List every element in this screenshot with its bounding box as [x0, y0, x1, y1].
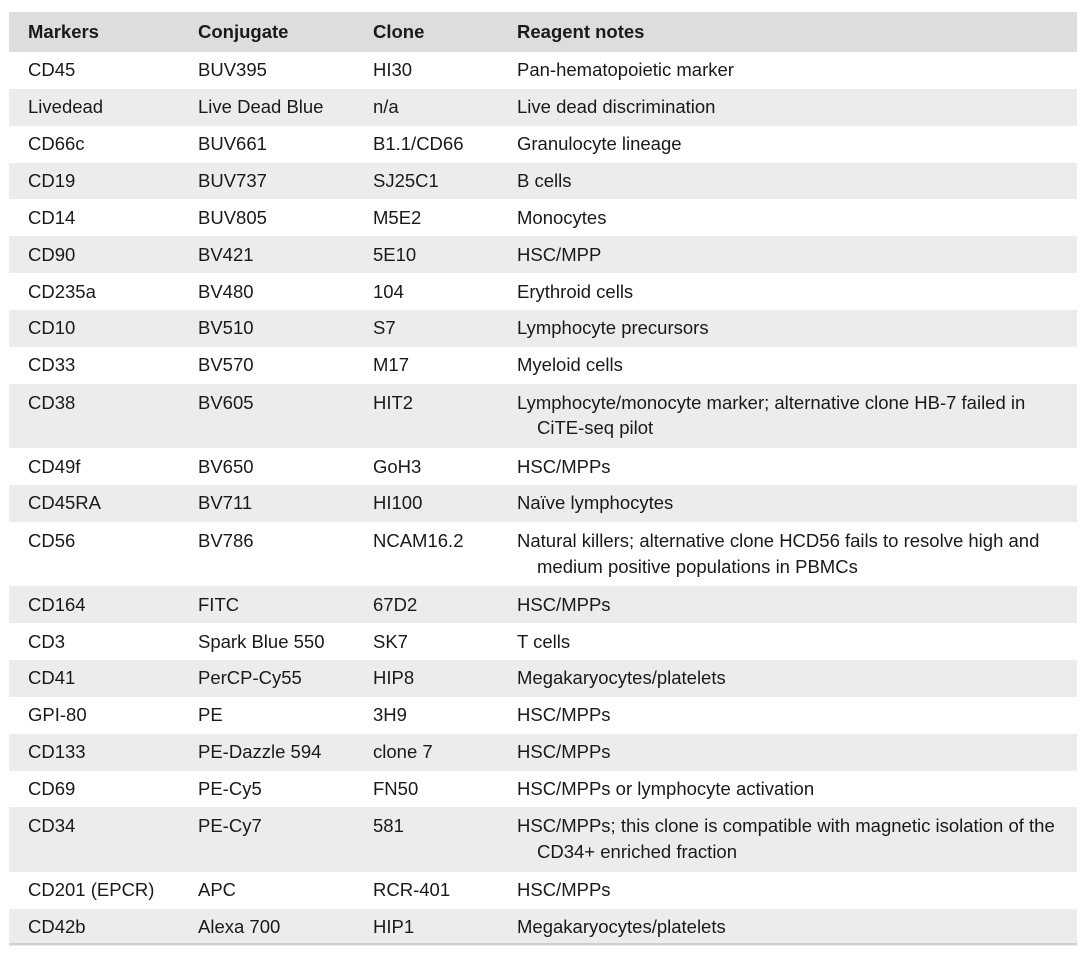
marker-cell: CD14: [28, 206, 76, 228]
conjugate-cell: PerCP-Cy55: [198, 667, 302, 689]
notes-cell: [498, 163, 1077, 200]
notes-text: HSC/MPPs: [517, 741, 611, 763]
table-row: [9, 310, 1077, 347]
notes-text: HSC/MPPs or lymphocyte activation: [517, 777, 815, 799]
table-row: [9, 273, 1077, 310]
conjugate-cell: Live Dead Blue: [198, 96, 324, 118]
header-conjugate: Conjugate: [198, 21, 289, 42]
table-row: [9, 199, 1077, 236]
conjugate-cell: BV711: [198, 492, 253, 514]
conjugate-cell: BUV395: [198, 59, 267, 81]
marker-cell: GPI-80: [28, 704, 87, 726]
conjugate-cell: FITC: [198, 593, 240, 615]
notes-text: HSC/MPPs: [517, 704, 611, 726]
notes-text: B cells: [517, 170, 572, 191]
conjugate-cell: BV421: [198, 243, 254, 265]
marker-cell: CD41: [28, 667, 76, 689]
notes-text: Megakaryocytes/platelets: [517, 667, 726, 689]
marker-cell: CD38: [28, 391, 76, 413]
header-clone: Clone: [373, 21, 425, 42]
marker-cell: CD42b: [28, 916, 86, 938]
notes-text: Lymphocyte/monocyte marker; alternative clone HB-7 failed in CiTE-seq pilot: [517, 391, 1026, 439]
clone-cell: 104: [373, 280, 404, 302]
table-row: [9, 52, 1077, 89]
notes-text: Erythroid cells: [517, 280, 634, 302]
marker-cell: CD3: [28, 630, 66, 652]
notes-cell: [498, 734, 1077, 771]
clone-cell: clone 7: [373, 741, 433, 763]
notes-cell: [498, 522, 1077, 587]
notes-text: Monocytes: [517, 206, 607, 228]
table-body: [9, 52, 1077, 946]
table-row: [9, 660, 1077, 697]
notes-text: HSC/MPPs: [517, 593, 611, 615]
notes-cell: [498, 771, 1077, 808]
marker-cell: CD164: [28, 593, 86, 615]
clone-cell: HI30: [373, 59, 413, 81]
marker-cell: CD10: [28, 317, 76, 339]
notes-cell: [498, 448, 1077, 485]
notes-cell: [498, 485, 1077, 522]
conjugate-cell: PE-Dazzle 594: [198, 741, 322, 763]
marker-cell: CD33: [28, 354, 76, 376]
reagent-table: [9, 12, 1077, 946]
marker-cell: CD90: [28, 243, 76, 265]
notes-cell: [498, 623, 1077, 660]
clone-cell: S7: [373, 317, 396, 339]
conjugate-cell: BV510: [198, 317, 254, 339]
conjugate-cell: BV605: [198, 391, 254, 413]
table-row: [9, 485, 1077, 522]
marker-cell: CD45RA: [28, 492, 101, 514]
clone-cell: HIP1: [373, 916, 415, 938]
clone-cell: 67D2: [373, 593, 418, 615]
conjugate-cell: PE: [198, 704, 223, 726]
notes-text: Myeloid cells: [517, 354, 623, 376]
clone-cell: FN50: [373, 777, 419, 799]
table-row: [9, 697, 1077, 734]
notes-text: Naïve lymphocytes: [517, 492, 674, 514]
header-markers: Markers: [28, 21, 99, 42]
notes-text: Megakaryocytes/platelets: [517, 916, 726, 938]
table-row: [9, 586, 1077, 623]
table-bottom-rule: [9, 943, 1077, 945]
notes-cell: [498, 52, 1077, 89]
marker-cell: CD56: [28, 529, 76, 551]
conjugate-cell: APC: [198, 879, 237, 901]
marker-cell: CD66c: [28, 133, 85, 155]
notes-cell: [498, 89, 1077, 126]
table-row: [9, 734, 1077, 771]
notes-cell: [498, 236, 1077, 273]
notes-text: T cells: [517, 630, 571, 652]
table-row: [9, 89, 1077, 126]
table-row: [9, 448, 1077, 485]
clone-cell: SK7: [373, 630, 408, 652]
notes-cell: [498, 384, 1077, 449]
conjugate-cell: BV480: [198, 280, 254, 302]
notes-cell: [498, 310, 1077, 347]
notes-text: Lymphocyte precursors: [517, 317, 709, 339]
conjugate-cell: BV570: [198, 354, 254, 376]
notes-cell: [498, 347, 1077, 384]
clone-cell: 5E10: [373, 243, 417, 265]
marker-cell: CD45: [28, 59, 76, 81]
table-row: [9, 384, 1077, 449]
notes-text: Pan-hematopoietic marker: [517, 59, 734, 81]
notes-cell: [498, 586, 1077, 623]
notes-text: HSC/MPPs: [517, 879, 611, 901]
notes-text: HSC/MPPs; this clone is compatible with magnetic isolation of the CD34+ enriched fraction: [517, 815, 1055, 863]
header-reagent-notes: Reagent notes: [517, 21, 645, 42]
marker-cell: CD201 (EPCR): [28, 879, 155, 901]
notes-text: Granulocyte lineage: [517, 133, 682, 155]
marker-cell: CD19: [28, 170, 76, 191]
clone-cell: M17: [373, 354, 409, 376]
notes-text: HSC/MPP: [517, 243, 602, 265]
clone-cell: HIP8: [373, 667, 415, 689]
conjugate-cell: BUV805: [198, 206, 267, 228]
notes-cell: [498, 807, 1077, 872]
header-row: [9, 12, 1077, 52]
clone-cell: B1.1/CD66: [373, 133, 464, 155]
table-row: [9, 126, 1077, 163]
clone-cell: 3H9: [373, 704, 407, 726]
conjugate-cell: Spark Blue 550: [198, 630, 325, 652]
notes-cell: [498, 872, 1077, 909]
conjugate-cell: Alexa 700: [198, 916, 281, 938]
table-row: [9, 163, 1077, 200]
conjugate-cell: PE-Cy5: [198, 777, 262, 799]
clone-cell: GoH3: [373, 455, 422, 477]
conjugate-cell: BUV737: [198, 170, 267, 191]
table-header: [9, 12, 1077, 52]
clone-cell: SJ25C1: [373, 170, 439, 191]
table-row: [9, 522, 1077, 587]
marker-cell: Livedead: [28, 96, 104, 118]
clone-cell: 581: [373, 815, 404, 837]
clone-cell: M5E2: [373, 206, 422, 228]
conjugate-cell: BUV661: [198, 133, 267, 155]
notes-cell: [498, 273, 1077, 310]
conjugate-cell: BV786: [198, 529, 254, 551]
conjugate-cell: BV650: [198, 455, 254, 477]
marker-cell: CD235a: [28, 280, 96, 302]
conjugate-cell: PE-Cy7: [198, 815, 262, 837]
table-row: [9, 236, 1077, 273]
notes-cell: [498, 697, 1077, 734]
notes-cell: [498, 909, 1077, 946]
marker-cell: CD34: [28, 815, 76, 837]
table-row: [9, 807, 1077, 872]
marker-cell: CD69: [28, 777, 76, 799]
notes-cell: [498, 126, 1077, 163]
table-row: [9, 771, 1077, 808]
clone-cell: RCR-401: [373, 879, 451, 901]
notes-cell: [498, 660, 1077, 697]
notes-text: Live dead discrimination: [517, 96, 716, 118]
table-row: [9, 872, 1077, 909]
marker-cell: CD133: [28, 741, 86, 763]
table-row: [9, 347, 1077, 384]
clone-cell: HI100: [373, 492, 423, 514]
notes-text: HSC/MPPs: [517, 455, 611, 477]
notes-text: Natural killers; alternative clone HCD56 fails to resolve high and medium positive populations in PBMCs: [517, 529, 1040, 577]
table-row: [9, 909, 1077, 946]
notes-cell: [498, 199, 1077, 236]
clone-cell: NCAM16.2: [373, 529, 464, 551]
clone-cell: HIT2: [373, 391, 414, 413]
table-row: [9, 623, 1077, 660]
reagent-table-container: [9, 12, 1077, 946]
clone-cell: n/a: [373, 96, 399, 118]
marker-cell: CD49f: [28, 455, 81, 477]
